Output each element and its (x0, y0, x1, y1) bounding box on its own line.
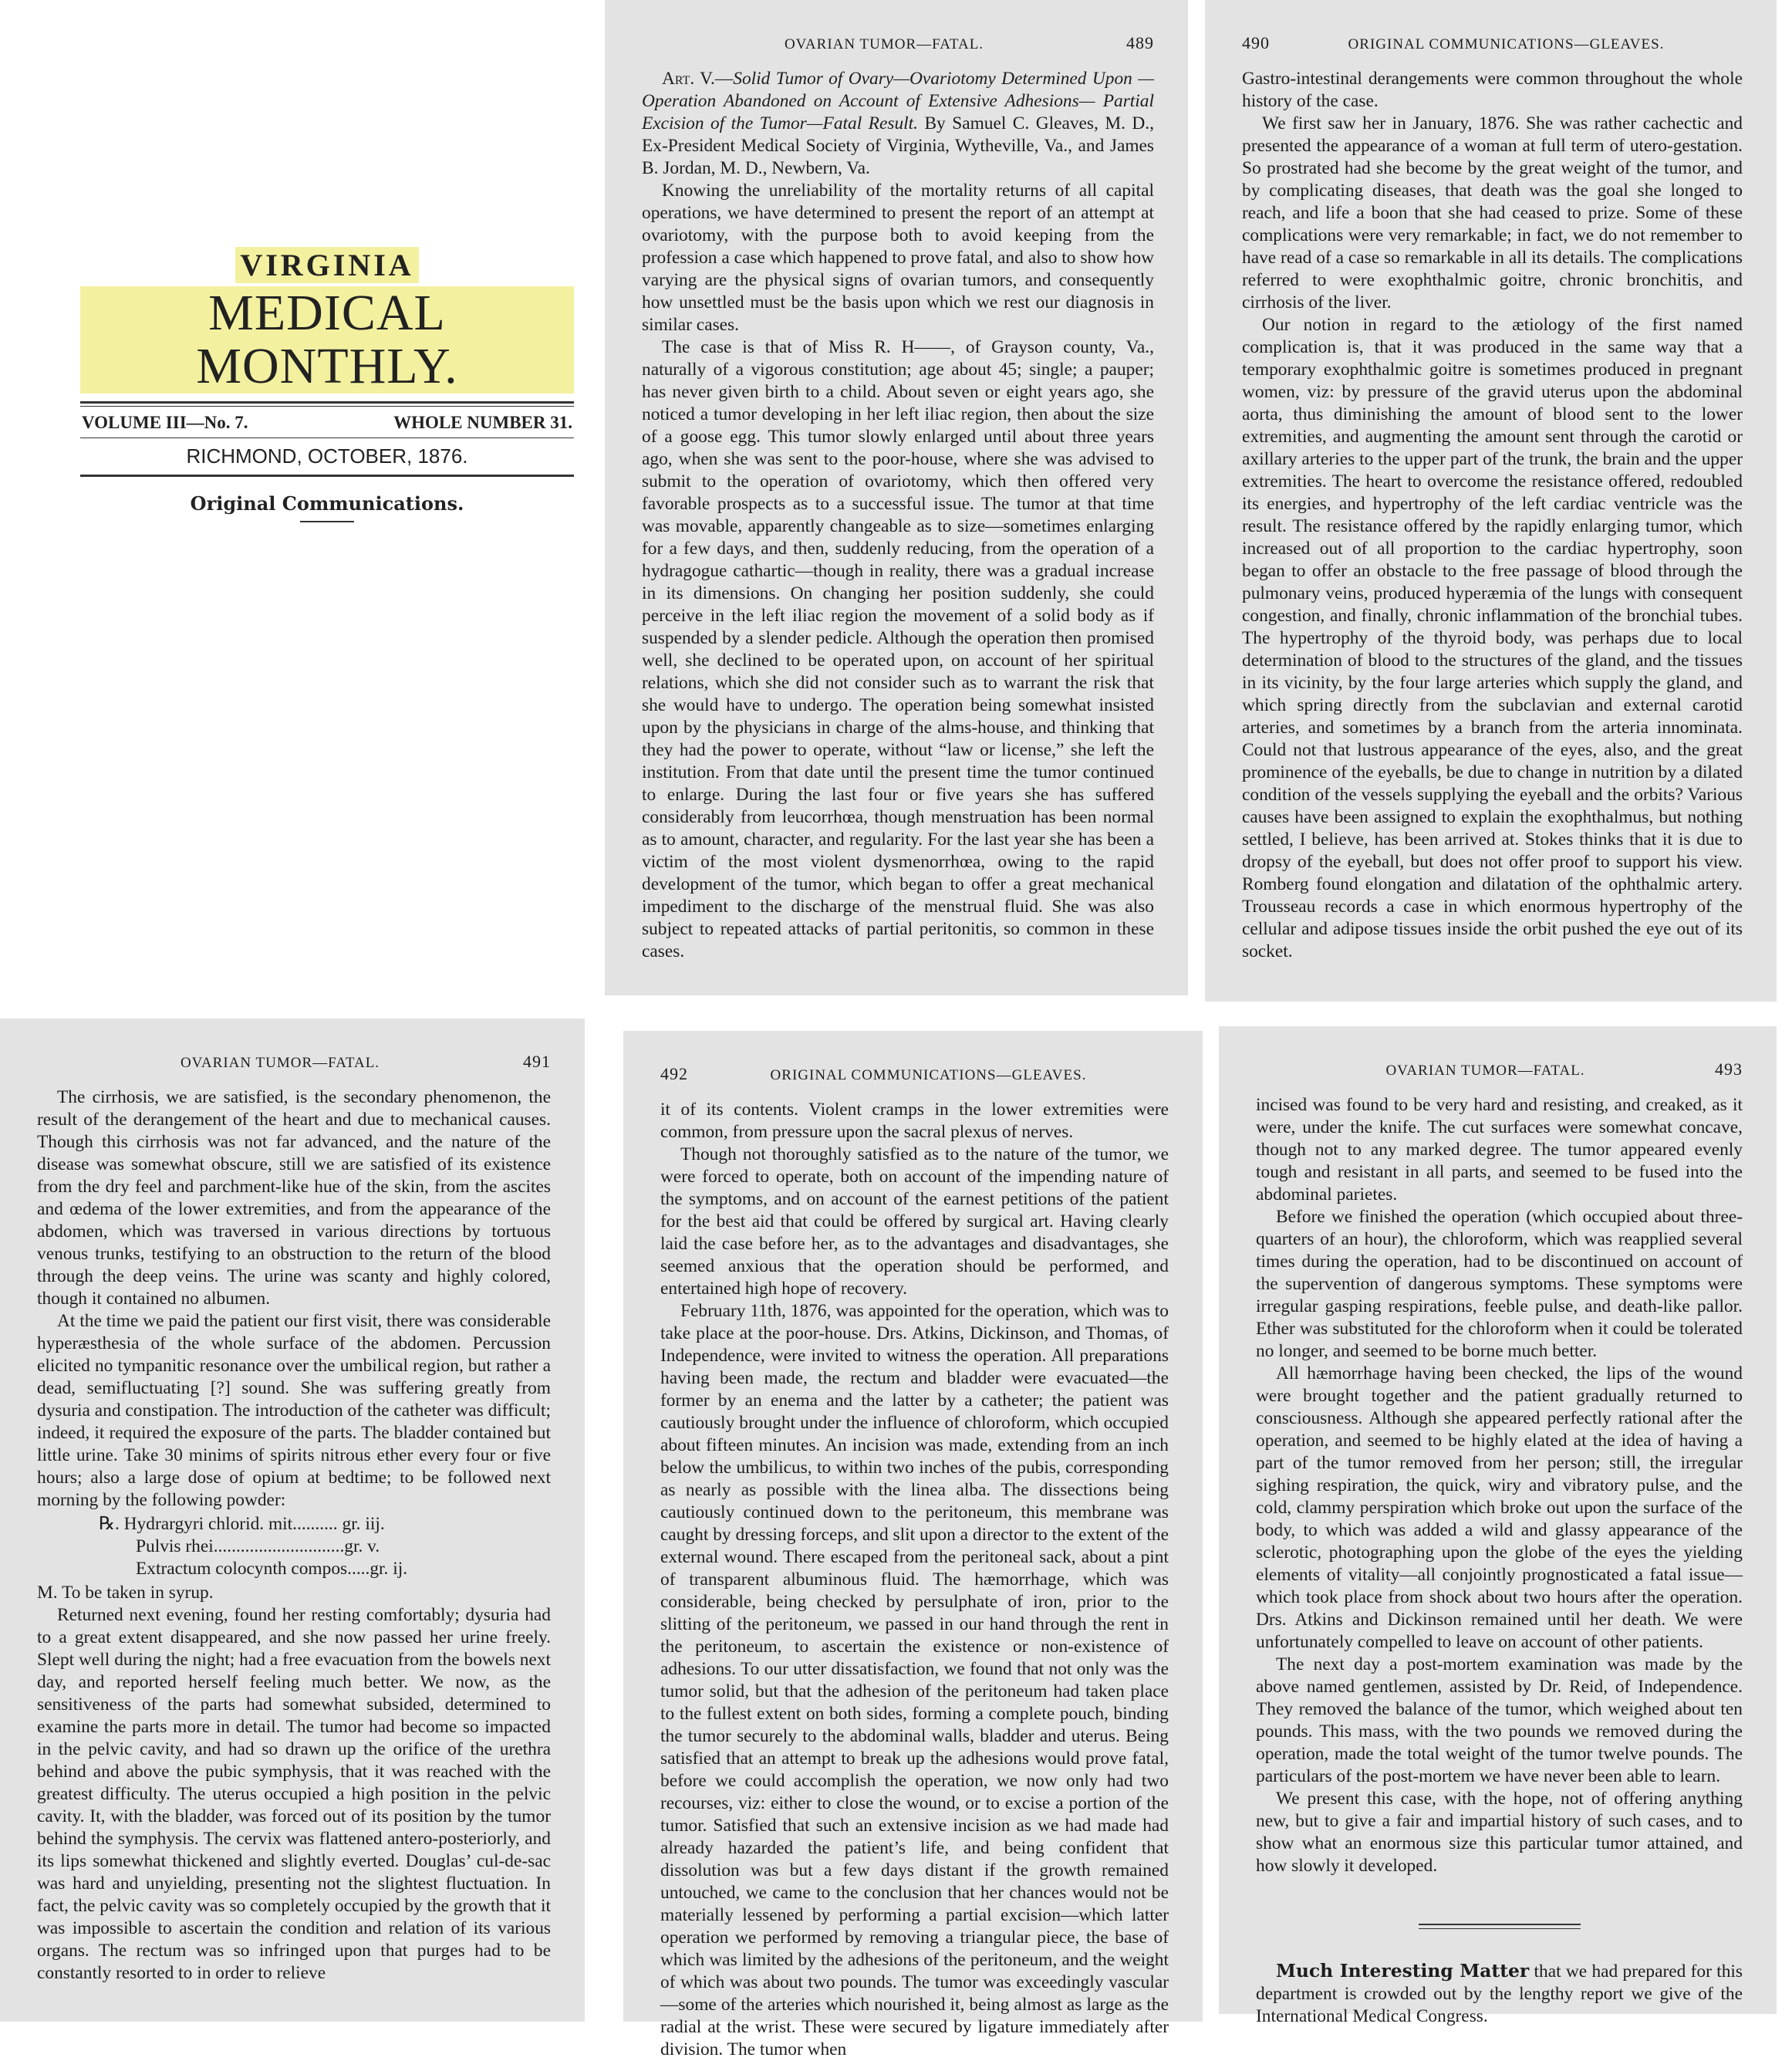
paragraph: The cirrhosis, we are satisfied, is the secondary phenomenon, the result of the derangement of the heart and due to mechanical causes. Though this cirrhosis was not far advanced, and the nature of the disease was somewhat obscure, still we are satisfied of its existence from the dry feel and parchment-like hue of the skin, from the ascites and œdema of the lower extremities, and from the appearance of the abdomen, which was traversed in various directions by tortuous venous trunks, testifying to an obstruction to the return of the blood through the deep veins. The urine was scanty and highly colored, though it contained no albumen. (37, 1086, 551, 1309)
whole-number: WHOLE NUMBER 31. (393, 412, 572, 432)
section-heading: Original Communications. (190, 492, 464, 515)
page-number: 490 (1242, 33, 1270, 52)
running-head (1242, 32, 1743, 54)
page-490 (1205, 0, 1777, 1002)
masthead-virginia: VIRGINIA (235, 247, 418, 283)
page-492 (623, 1031, 1203, 2060)
article-label: Art. V.— (662, 68, 734, 89)
prescription-line: ℞. Hydrargyri chlorid. mit.......... gr. iij. (99, 1513, 385, 1534)
article-heading (642, 68, 1154, 180)
volume-number: VOLUME III—No. 7. (82, 412, 248, 432)
paragraph: All hæmorrhage having been checked, the lips of the wound were brought together and the patient gradually returned to consciousness. Although she appeared perfectly rational after the operation, and seemed to be highly elated at the idea of having a part of the tumor removed from her person; still, the irregular sighing respiration, the quick, wiry and vibratory pulse, and the cold, clammy perspiration which broke out upon the surface of the body, to which was added a wild and glassy appearance of the sclerotic, photographing upon the globe of the eyes the yielding elements of vitality—all conjointly prognosticated a fatal issue—which took place from shock about two hours after the operation. Drs. Atkins and Dickinson remained until her death. We were unfortunately compelled to leave on account of other patients. (1256, 1363, 1743, 1652)
paragraph: The case is that of Miss R. H——, of Grayson county, Va., naturally of a vigorous constitution; age about 45; single; a pauper; has never given birth to a child. About seven or eight years ago, she noticed a tumor developing in her left iliac region, then about the size of a goose egg. This tumor slowly enlarged until about three years ago, when she was sent to the poor-house, where she was advised to submit to the operation of ovariotomy, which then offered very favorable prospects as to a successful issue. The tumor at that time was movable, apparently changeable as to size—sometimes enlarging for a few days, and then, suddenly reducing, from the operation of a hydragogue cathartic—though in reality, there was a gradual increase in its dimensions. On changing her position suddenly, she could perceive in the left iliac region the movement of a solid body as if suspended by a slender pedicle. Although the operation then promised well, she declined to be operated upon, on account of her spiritual relations, which she did not consider such as to warrant the risk that she would have to undergo. The operation being somewhat insisted upon by the physicians in charge of the alms-house, and thinking that they had the power to operate, without “law or license,” she left the institution. From that date until the present time the tumor continued to enlarge. During the last four or five years she has suffered considerably from leucorrhœa, though menstruation has been normal as to amount, character, and regularity. For the last year she has been a victim of the most violent dysmenorrhœa, owing to the rapid development of the tumor, which began to offer a great mechanical impediment to the discharge of the menstrual fluid. She was also subject to repeated attacks of partial peritonitis, so common in these cases. (642, 336, 1154, 962)
paragraph: Though not thoroughly satisfied as to the nature of the tumor, we were forced to operate, both on account of the impending nature of the symptoms, and on account of the earnest petitions of the patient for the best aid that could be offered by surgical art. Having clearly laid the case before her, as to the advantages and disadvantages, she seemed anxious that the operation should be performed, and entertained high hope of recovery. (660, 1144, 1169, 1299)
running-head-title: ORIGINAL COMMUNICATIONS—GLEAVES. (770, 1067, 1087, 1083)
masthead-rule (80, 401, 574, 404)
article-title: Solid Tumor of Ovary—Ovariotomy Determined Upon —Operation Abandoned on Account of Extensive Adhesions— Partial Excision of the Tumor—Fatal Result. (642, 68, 1154, 133)
masthead-title: MEDICAL MONTHLY. (80, 286, 574, 394)
page-491 (0, 1019, 585, 2022)
prescription-instruction: M. To be taken in syrup. (37, 1582, 214, 1603)
page-number: 493 (1715, 1059, 1743, 1079)
paragraph: Knowing the unreliability of the mortality returns of all capital operations, we have determined to present the report of an attempt at ovariotomy, with the purpose both to avoid keeping from the profession a case which happened to prove fatal, and also to show how varying are the physical signs of ovarian tumors, and consequently how unsettled must be the basis upon which we rest our diagnosis in similar cases. (642, 180, 1154, 335)
page-number: 492 (660, 1064, 688, 1083)
page-493 (1219, 1026, 1777, 2027)
page-489 (605, 0, 1188, 995)
section-divider-thin (1419, 1928, 1581, 1929)
section-divider (1419, 1924, 1581, 1925)
running-head-title: OVARIAN TUMOR—FATAL. (180, 1055, 380, 1071)
paragraph: Returned next evening, found her resting comfortably; dysuria had to a great extent disappeared, and she now passed her urine freely. Slept well during the night; had a free evacuation from the bowels next day, and reported herself feeling much better. We now, as the sensitiveness of the parts had somewhat subsided, determined to examine the parts more in detail. The tumor had become so impacted in the pelvic cavity, and had so drawn up the orifice of the urethra behind and above the pubic symphysis, that it was reached with the greatest difficulty. The uterus occupied a high position in the pelvic cavity. It, with the bladder, was forced out of its position by the tumor behind the symphysis. The cervix was flattened antero-posteriorly, and its lips somewhat thickened and slightly everted. Douglas’ cul-de-sac was hard and unyielding, presenting not the slightest fluctuation. In fact, the pelvic cavity was so completely occupied by the growth that it was impossible to ascertain the condition and relation of its various organs. The rectum was so infringed upon that purges had to be constantly resorted to in order to relieve (37, 1604, 551, 1984)
volume-line (80, 407, 574, 438)
paragraph-continued: it of its contents. Violent cramps in the lower extremities were common, from pressure upon the sacral plexus of nerves. (660, 1099, 1169, 1142)
city-date: RICHMOND, OCTOBER, 1876. (80, 438, 574, 477)
editorial-notice-lead: Much Interesting Matter (1276, 1960, 1530, 1982)
paragraph: Our notion in regard to the ætiology of the first named complication is, that it was produced in the same way that a temporary exophthalmic goitre is sometimes produced in pregnant women, viz: by pressure of the gravid uterus upon the abdominal aorta, thus diminishing the amount of blood sent to the lower extremities, and augmenting the amount sent through the carotid or axillary arteries to the upper part of the trunk, the brain and the upper extremities. The heart to overcome the resistance offered, redoubled its energies, and hypertrophy of the left cardiac ventricle was the result. The resistance offered by the rapidly enlarging tumor, which increased out of all proportion to the cardiac hypertrophy, soon began to offer an obstacle to the free passage of blood through the pulmonary veins, produced hyperæmia of the lungs with consequent congestion, and finally, chronic inflammation of the bronchial tubes. The hypertrophy of the thyroid body, was perhaps due to local determination of blood to the structures of the gland, and the tissues in its vicinity, by the four large arteries which supply the gland, and which spring directly from the subclavian and external carotid arteries, and sometimes by a branch from the arteria innominata. Could not that lustrous appearance of the eyes, also, and the great prominence of the eyeballs, be due to change in nutrition by a dilated condition of the vessels supplying the eyeball and the orbits? Various causes have been assigned to explain the exophthalmus, but nothing settled, I believe, has been arrived at. Stokes thinks that it is due to dropsy of the eyeball, but does not offer proof to support his view. Romberg found elongation and dilatation of the ophthalmic artery. Trousseau records a case in which enormous hypertrophy of the cellular and adipose tissues inside the orbit pushed the eye out of its socket. (1242, 314, 1743, 962)
paragraph-continued: incised was found to be very hard and resisting, and creaked, as it were, under the knife. The cut surfaces were somewhat concave, though not to any marked degree. The tumor appeared evenly tough and resistant in all parts, and seemed to be fused into the abdominal parietes. (1256, 1094, 1743, 1205)
running-head (37, 1051, 551, 1073)
running-head (642, 32, 1154, 54)
running-head (1256, 1059, 1743, 1080)
running-head (660, 1063, 1169, 1085)
masthead (80, 247, 574, 522)
page-number: 489 (1126, 33, 1154, 52)
editorial-notice (1256, 1960, 1743, 2028)
running-head-title: ORIGINAL COMMUNICATIONS—GLEAVES. (1348, 36, 1665, 52)
running-head-title: OVARIAN TUMOR—FATAL. (1385, 1063, 1585, 1079)
paragraph: February 11th, 1876, was appointed for the operation, which was to take place at the poor-house. Drs. Atkins, Dickinson, and Thomas, of Independence, were invited to witness the operation. All preparations having been made, the rectum and bladder were evacuated—the former by an enema and the latter by a catheter; the patient was cautiously brought under the influence of chloroform, which occupied about fifteen minutes. An incision was made, extending from an inch below the umbilicus, to within two inches of the pubis, corresponding as nearly as possible with the linea alba. The dissections being cautiously continued down to the peritoneum, this membrane was caught by dressing forceps, and slit upon a director to the extent of the external wound. There escaped from the peritoneal sack, about a pint of transparent albuminous fluid. The hæmorrhage, which was considerable, being checked by persulphate of iron, prior to the slitting of the peritoneum, we passed in our hand through the rent in the peritoneum, to ascertain the existence or non-existence of adhesions. To our utter dissatisfaction, we found that not only was the tumor solid, but that the adhesion of the peritoneum had taken place to the fullest extent on both sides, forming a complete pouch, binding the tumor securely to the abdominal walls, bladder and uterus. Being satisfied that an attempt to break up the adhesions would prove fatal, before we could accomplish the operation, we now only had two recourses, viz: either to close the wound, or to excise a portion of the tumor. Satisfied that such an extensive incision as we had made had already hazarded the patient’s life, and being confident that dissolution was but a few days distant if the growth remained untouched, we came to the conclusion that her chances would not be materially lessened by performing a partial excision—which latter operation we performed by removing a triangular piece, the base of which was limited by the adhesions of the peritoneum, and the weight of which was about two pounds. The tumor was exceedingly vascular—some of the arteries which nourished it, being almost as large as the radial at the wrist. These were secured by ligature immediately after division. The tumor when (660, 1300, 1169, 2060)
prescription-line: Pulvis rhei.............................gr. v. (136, 1536, 380, 1556)
prescription-line: Extractum colocynth compos.....gr. ij. (136, 1558, 408, 1579)
page-number: 491 (523, 1052, 551, 1071)
section-rule (300, 521, 354, 522)
paragraph: Before we finished the operation (which occupied about three-quarters of an hour), the chloroform, which was reapplied several times during the operation, had to be discontinued on account of the supervention of dangerous symptoms. These symptoms were irregular gasping respirations, feeble pulse, and death-like pallor. Ether was substituted for the chloroform when it could be tolerated no longer, and seemed to be borne much better. (1256, 1206, 1743, 1361)
running-head-title: OVARIAN TUMOR—FATAL. (784, 36, 984, 52)
paragraph-continued: Gastro-intestinal derangements were common throughout the whole history of the case. (1242, 68, 1743, 111)
editorial-notice-text: that we had prepared for this department is crowded out by the lengthy report we give of the International Medical Congress. (1256, 1961, 1743, 2027)
prescription (99, 1513, 551, 1580)
paragraph: We present this case, with the hope, not of offering anything new, but to give a fair and impartial history of such cases, and to show what an enormous size this particular tumor attained, and how slowly it developed. (1256, 1789, 1743, 1877)
paragraph: At the time we paid the patient our first visit, there was considerable hyperæsthesia of the whole surface of the abdomen. Percussion elicited no tympanitic resonance over the umbilical region, but rather a dead, semifluctuating [?] sound. She was suffering greatly from dysuria and constipation. The introduction of the catheter was difficult; indeed, it required the exposure of the parts. The bladder contained but little urine. Take 30 minims of spirits nitrous ether every four or five hours; also a large dose of opium at bedtime; to be followed next morning by the following powder: (37, 1310, 551, 1510)
article-authors: By Samuel C. Gleaves, M. D., Ex-President Medical Society of Virginia, Wytheville, Va., and James B. Jordan, M. D., Newbern, Va. (642, 113, 1155, 178)
paragraph: The next day a post-mortem examination was made by the above named gentlemen, assisted by Dr. Reid, of Independence. They removed the balance of the tumor, which weighed about ten pounds. This mass, with the two pounds we removed during the operation, made the total weight of the tumor twelve pounds. The particulars of the post-mortem we have never been able to learn. (1256, 1654, 1743, 1787)
paragraph: We first saw her in January, 1876. She was rather cachectic and presented the appearance of a woman at full term of utero-gestation. So prostrated had she become by the great weight of the tumor, and by complicating diseases, that death was the goal she longed to reach, and life a boon that she had ceased to prize. Some of these complications were very remarkable; in fact, we do not remember to have read of a case so remarkable in all its details. The complications referred to were exophthalmic goitre, chronic bronchitis, and cirrhosis of the liver. (1242, 113, 1743, 313)
